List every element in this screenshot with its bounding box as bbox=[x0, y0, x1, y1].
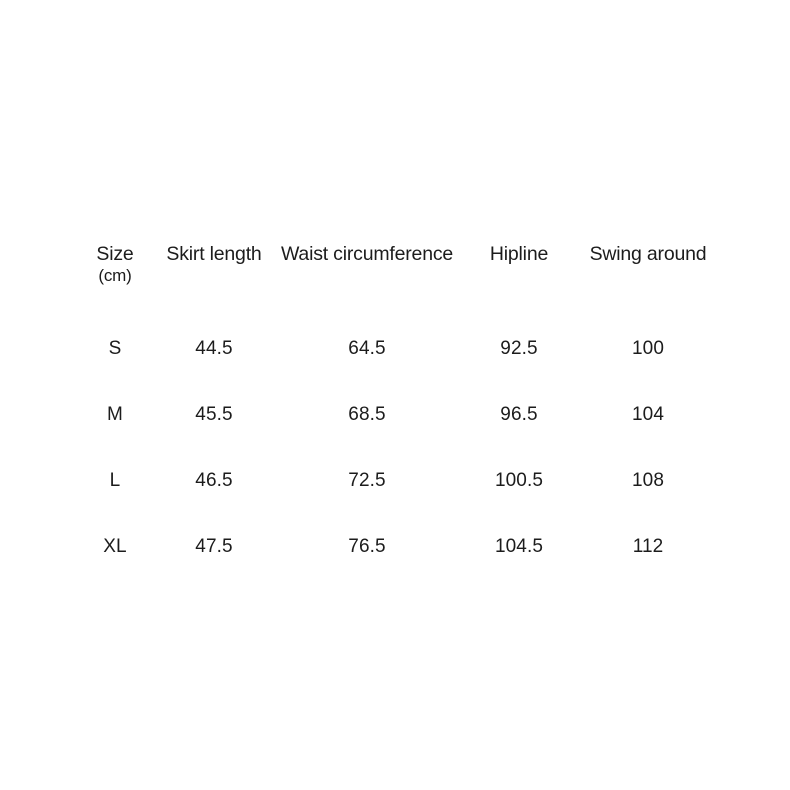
column-header-skirt-length bbox=[158, 243, 270, 316]
cell-swing-around: 108 bbox=[631, 470, 664, 492]
cell-waist-circumference: 76.5 bbox=[348, 536, 386, 558]
column-header-size-unit: (cm) bbox=[98, 266, 132, 285]
cell-hipline: 104.5 bbox=[494, 536, 544, 558]
table-row bbox=[72, 514, 722, 580]
cell-swing-around: 100 bbox=[631, 338, 664, 360]
cell-swing-around: 112 bbox=[632, 536, 664, 558]
column-header-swing-around-label: Swing around bbox=[589, 243, 707, 265]
table-row bbox=[72, 316, 722, 382]
column-header-size-label: Size bbox=[96, 243, 134, 265]
table-row bbox=[72, 382, 722, 448]
size-chart-container bbox=[72, 243, 722, 580]
column-header-skirt-length-label: Skirt length bbox=[166, 243, 262, 265]
cell-swing-around: 104 bbox=[631, 404, 664, 426]
cell-hipline: 92.5 bbox=[500, 338, 538, 360]
cell-size: L bbox=[109, 470, 121, 492]
table-row bbox=[72, 448, 722, 514]
cell-waist-circumference: 68.5 bbox=[348, 404, 386, 426]
cell-skirt-length: 47.5 bbox=[195, 536, 233, 558]
cell-skirt-length: 44.5 bbox=[195, 338, 233, 360]
cell-hipline: 100.5 bbox=[494, 470, 544, 492]
column-header-swing-around bbox=[574, 243, 722, 316]
cell-size: S bbox=[108, 338, 122, 360]
column-header-waist-circumference bbox=[270, 243, 464, 316]
cell-size: XL bbox=[103, 536, 127, 558]
column-header-hipline-label: Hipline bbox=[489, 243, 549, 265]
cell-size: M bbox=[107, 404, 123, 426]
column-header-size bbox=[72, 243, 158, 316]
cell-skirt-length: 45.5 bbox=[195, 404, 233, 426]
table-header bbox=[72, 243, 722, 316]
column-header-waist-circumference-label: Waist circumference bbox=[280, 243, 454, 265]
table-body bbox=[72, 316, 722, 580]
table-header-row bbox=[72, 243, 722, 316]
column-header-hipline bbox=[464, 243, 574, 316]
cell-skirt-length: 46.5 bbox=[195, 470, 233, 492]
cell-hipline: 96.5 bbox=[500, 404, 538, 426]
size-chart-table bbox=[72, 243, 722, 580]
cell-waist-circumference: 72.5 bbox=[348, 470, 386, 492]
cell-waist-circumference: 64.5 bbox=[348, 338, 386, 360]
